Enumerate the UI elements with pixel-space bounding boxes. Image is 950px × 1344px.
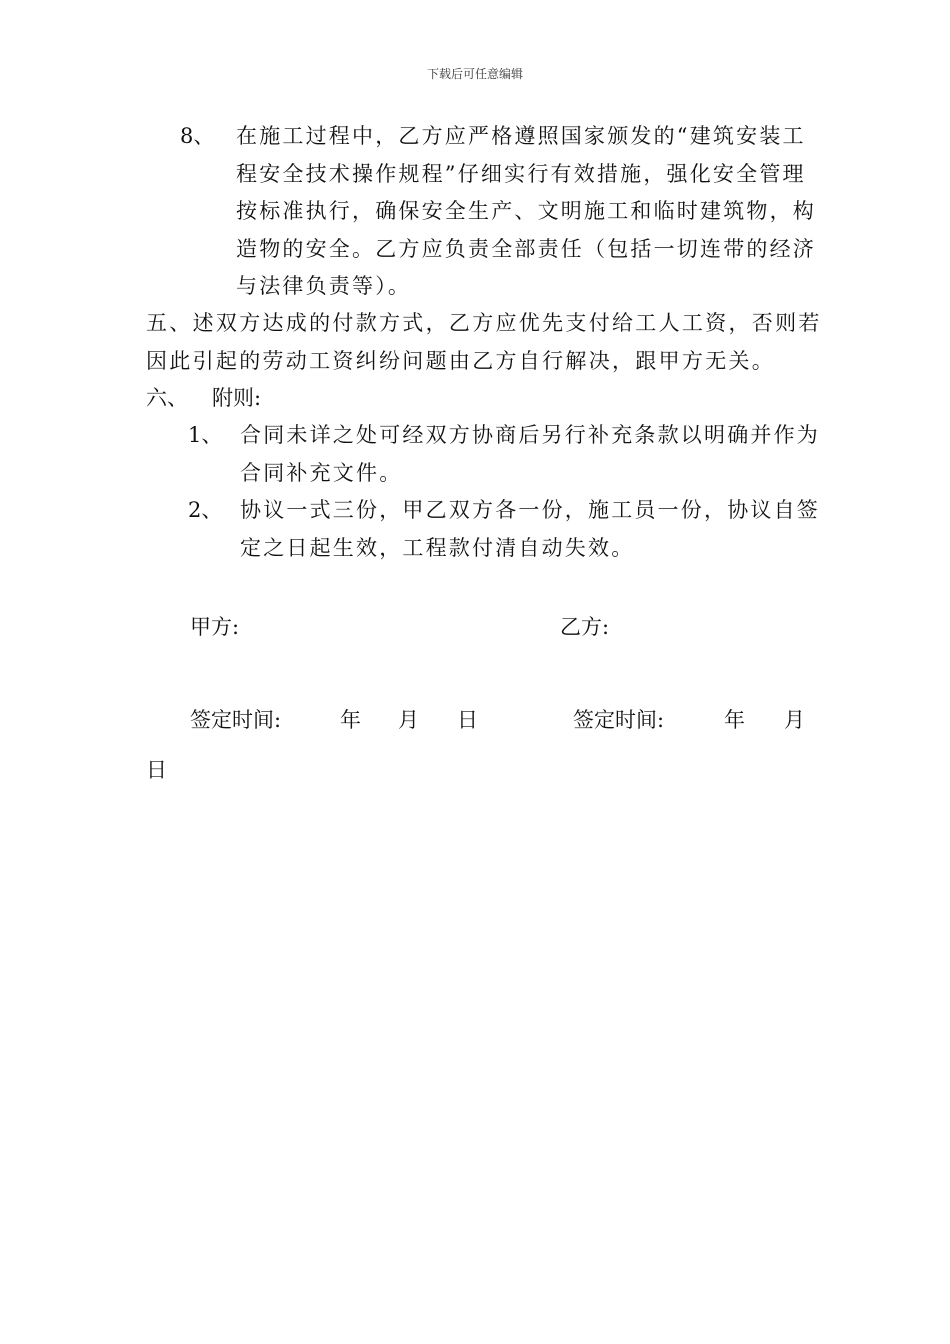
sign-date-day-b: 日 bbox=[146, 758, 167, 782]
sub-item-2-line: 协议一式三份，甲乙双方各一份，施工员一份，协议自签 bbox=[240, 498, 820, 522]
sign-date-month-a: 月 bbox=[398, 708, 419, 732]
sub-item-1-line: 合同未详之处可经双方协商后另行补充条款以明确并作为 bbox=[240, 423, 820, 447]
item-8-line: 程安全技术操作规程”仔细实行有效措施，强化安全管理 bbox=[236, 161, 806, 186]
section-5-line: 因此引起的劳动工资纠纷问题由乙方自行解决，跟甲方无关。 bbox=[146, 348, 776, 373]
sub-item-2-line: 定之日起生效，工程款付清自动失效。 bbox=[240, 535, 635, 560]
item-8-line: 与法律负责等）。 bbox=[236, 274, 412, 298]
sign-date-day-a: 日 bbox=[457, 708, 478, 732]
sub-item-2-number: 2、 bbox=[188, 498, 223, 522]
sub-item-2-text bbox=[240, 492, 820, 567]
party-b-label: 乙方: bbox=[560, 615, 610, 639]
sign-date-year-a: 年 bbox=[340, 708, 361, 732]
sub-item-1-line: 合同补充文件。 bbox=[240, 460, 403, 485]
item-8-text bbox=[236, 118, 816, 306]
sub-item-1-number: 1、 bbox=[188, 423, 223, 447]
sign-date-month-b: 月 bbox=[784, 708, 805, 732]
section-5-text bbox=[146, 305, 822, 380]
sub-item-1-text bbox=[240, 417, 820, 492]
section-6-title: 附则: bbox=[212, 386, 262, 410]
item-8-line: 造物的安全。乙方应负责全部责任（包括一切连带的经济 bbox=[236, 236, 816, 261]
section-5-line: 五、述双方达成的付款方式，乙方应优先支付给工人工资，否则若 bbox=[146, 311, 822, 335]
sign-date-label-a: 签定时间: bbox=[190, 708, 282, 732]
party-a-label: 甲方: bbox=[190, 615, 240, 639]
sign-date-label-b: 签定时间: bbox=[573, 708, 665, 732]
item-8-line: 在施工过程中，乙方应严格遵照国家颁发的“建筑安装工 bbox=[236, 124, 806, 148]
page-header-note: 下载后可任意编辑 bbox=[426, 67, 523, 81]
section-6-number: 六、 bbox=[146, 386, 188, 410]
item-8-number: 8、 bbox=[180, 124, 215, 148]
item-8-line: 按标准执行，确保安全生产、文明施工和临时建筑物，构 bbox=[236, 199, 816, 223]
sign-date-year-b: 年 bbox=[724, 708, 745, 732]
